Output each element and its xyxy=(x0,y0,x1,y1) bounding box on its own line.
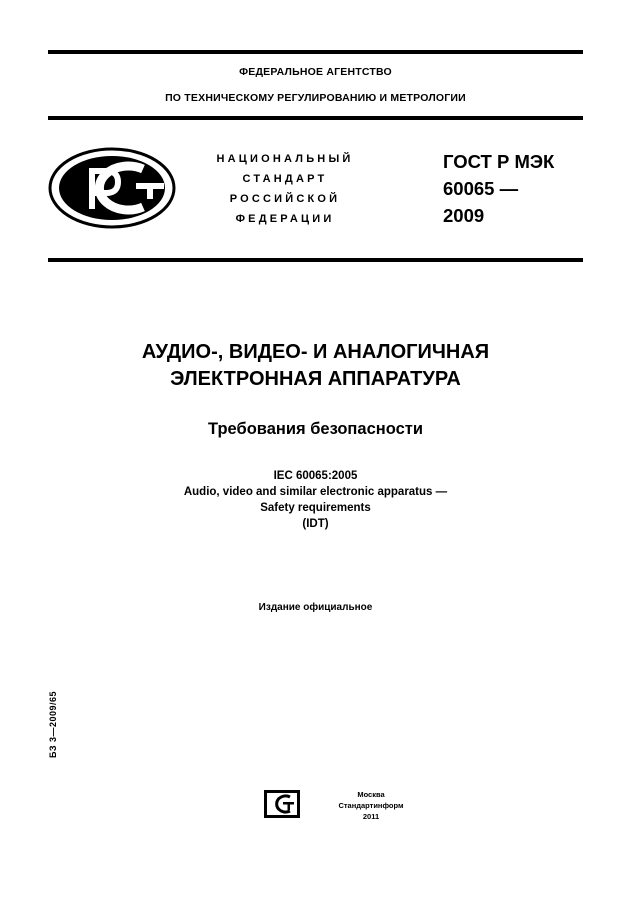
document-subtitle: Требования безопасности xyxy=(208,420,423,438)
iec-line-2: Audio, video and similar electronic apparatus — xyxy=(183,486,448,498)
designation-line-1: ГОСТ Р МЭК xyxy=(443,151,555,172)
iec-line-3: Safety requirements xyxy=(260,502,371,514)
iec-reference xyxy=(48,468,583,532)
logo-rule xyxy=(48,258,583,262)
edition-label: Издание официальное xyxy=(258,602,373,613)
document-title xyxy=(48,339,583,393)
national-standard-line-4: ФЕДЕРАЦИИ xyxy=(235,213,335,225)
iec-line-1: IEC 60065:2005 xyxy=(273,470,358,482)
iec-line-4: (IDT) xyxy=(302,518,329,530)
header-rule xyxy=(48,116,583,120)
publisher-name: Стандартинформ xyxy=(338,801,404,810)
designation-line-2: 60065 — xyxy=(443,178,519,199)
agency-line-2: ПО ТЕХНИЧЕСКОМУ РЕГУЛИРОВАНИЮ И МЕТРОЛОГИИ xyxy=(165,92,466,104)
national-standard-line-3: РОССИЙСКОЙ xyxy=(229,193,341,205)
national-standard-line-2: СТАНДАРТ xyxy=(242,173,328,185)
title-line-1: АУДИО-, ВИДЕО- И АНАЛОГИЧНАЯ xyxy=(141,341,490,363)
national-standard-label xyxy=(200,149,370,229)
national-standard-line-1: НАЦИОНАЛЬНЫЙ xyxy=(216,153,354,165)
side-code: БЗ 3—2009/65 xyxy=(48,690,58,758)
agency-line-1: ФЕДЕРАЛЬНОЕ АГЕНТСТВО xyxy=(239,66,392,78)
standard-designation xyxy=(443,148,593,229)
title-line-2: ЭЛЕКТРОННАЯ АППАРАТУРА xyxy=(170,368,461,390)
standartinform-logo-icon xyxy=(263,789,301,819)
rst-logo-icon xyxy=(48,147,176,229)
designation-line-3: 2009 xyxy=(443,205,485,226)
publisher-city: Москва xyxy=(357,790,385,799)
publisher-block xyxy=(336,789,406,822)
top-rule xyxy=(48,50,583,54)
publisher-year: 2011 xyxy=(362,812,380,821)
